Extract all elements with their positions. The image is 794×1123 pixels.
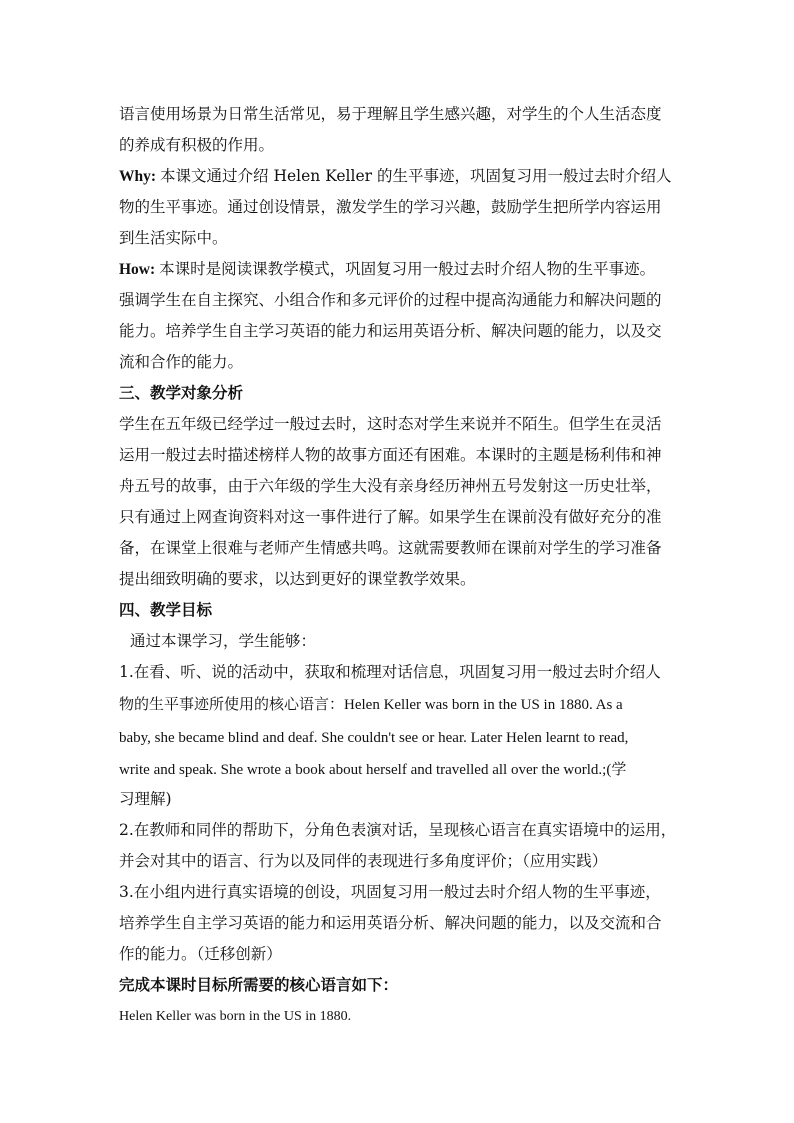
- objective-2-line: 并会对其中的语言、行为以及同伴的表现进行多角度评价；（应用实践）: [119, 852, 608, 870]
- how-label: How:: [119, 261, 156, 278]
- objective-2-line: 2.在教师和同伴的帮助下，分角色表演对话，呈现核心语言在真实语境中的运用，: [119, 821, 677, 839]
- why-line: [119, 165, 679, 188]
- paragraph-line: 舟五号的故事，由于六年级的学生大没有亲身经历神州五号发射这一历史壮举，: [119, 477, 662, 495]
- why-label: Why:: [119, 168, 157, 185]
- objective-3-line: 3.在小组内进行真实语境的创设，巩固复习用一般过去时介绍人物的生平事迹，: [119, 883, 661, 901]
- paragraph-line: 运用一般过去时描述榜样人物的故事方面还有困难。本课时的主题是杨利伟和神: [119, 446, 662, 464]
- paragraph-line: 通过本课学习，学生能够：: [130, 632, 317, 650]
- how-text: 本课时是阅读课教学模式，巩固复习用一般过去时介绍人物的生平事迹。: [159, 260, 656, 278]
- objective-1-line: 物的生平事迹所使用的核心语言：Helen Keller was born in the US in 1880. As a: [119, 697, 623, 713]
- paragraph-line: 的养成有积极的作用。: [119, 136, 275, 154]
- objective-1-line: 习理解): [119, 790, 172, 808]
- paragraph-line: 到生活实际中。: [119, 229, 228, 247]
- objective-1-line: 1.在看、听、说的活动中，获取和梳理对话信息，巩固复习用一般过去时介绍人: [119, 663, 661, 681]
- how-line: [119, 258, 679, 281]
- paragraph-line: 学生在五年级已经学过一般过去时，这时态对学生来说并不陌生。但学生在灵活: [119, 415, 662, 433]
- why-text: 本课文通过介绍 Helen Keller 的生平事迹，巩固复习用一般过去时介绍人: [160, 167, 672, 185]
- paragraph-line: 流和合作的能力。: [119, 353, 244, 371]
- paragraph-line: 备，在课堂上很难与老师产生情感共鸣。这就需要教师在课前对学生的学习准备: [119, 539, 662, 557]
- core-language-heading: 完成本课时目标所需要的核心语言如下：: [119, 975, 399, 994]
- section-heading-four: 四、教学目标: [119, 600, 213, 619]
- objective-3-line: 培养学生自主学习英语的能力和运用英语分析、解决问题的能力，以及交流和合: [119, 914, 662, 932]
- objective-1-line: write and speak. She wrote a book about herself and travelled all over the world.;(学: [119, 762, 627, 778]
- objective-1-line: baby, she became blind and deaf. She couldn't see or hear. Later Helen learnt to read,: [119, 730, 629, 746]
- paragraph-line: 物的生平事迹。通过创设情景，激发学生的学习兴趣，鼓励学生把所学内容运用: [119, 198, 662, 216]
- core-language-sentence: Helen Keller was born in the US in 1880.: [119, 1009, 352, 1024]
- paragraph-line: 强调学生在自主探究、小组合作和多元评价的过程中提高沟通能力和解决问题的: [119, 291, 662, 309]
- section-heading-three: 三、教学对象分析: [119, 383, 244, 402]
- objective-3-line: 作的能力。（迁移创新）: [119, 945, 282, 963]
- paragraph-line: 只有通过上网查询资料对这一事件进行了解。如果学生在课前没有做好充分的准: [119, 508, 662, 526]
- paragraph-line: 语言使用场景为日常生活常见，易于理解且学生感兴趣，对学生的个人生活态度: [119, 105, 662, 123]
- paragraph-line: 提出细致明确的要求，以达到更好的课堂教学效果。: [119, 570, 476, 588]
- paragraph-line: 能力。培养学生自主学习英语的能力和运用英语分析、解决问题的能力，以及交: [119, 322, 662, 340]
